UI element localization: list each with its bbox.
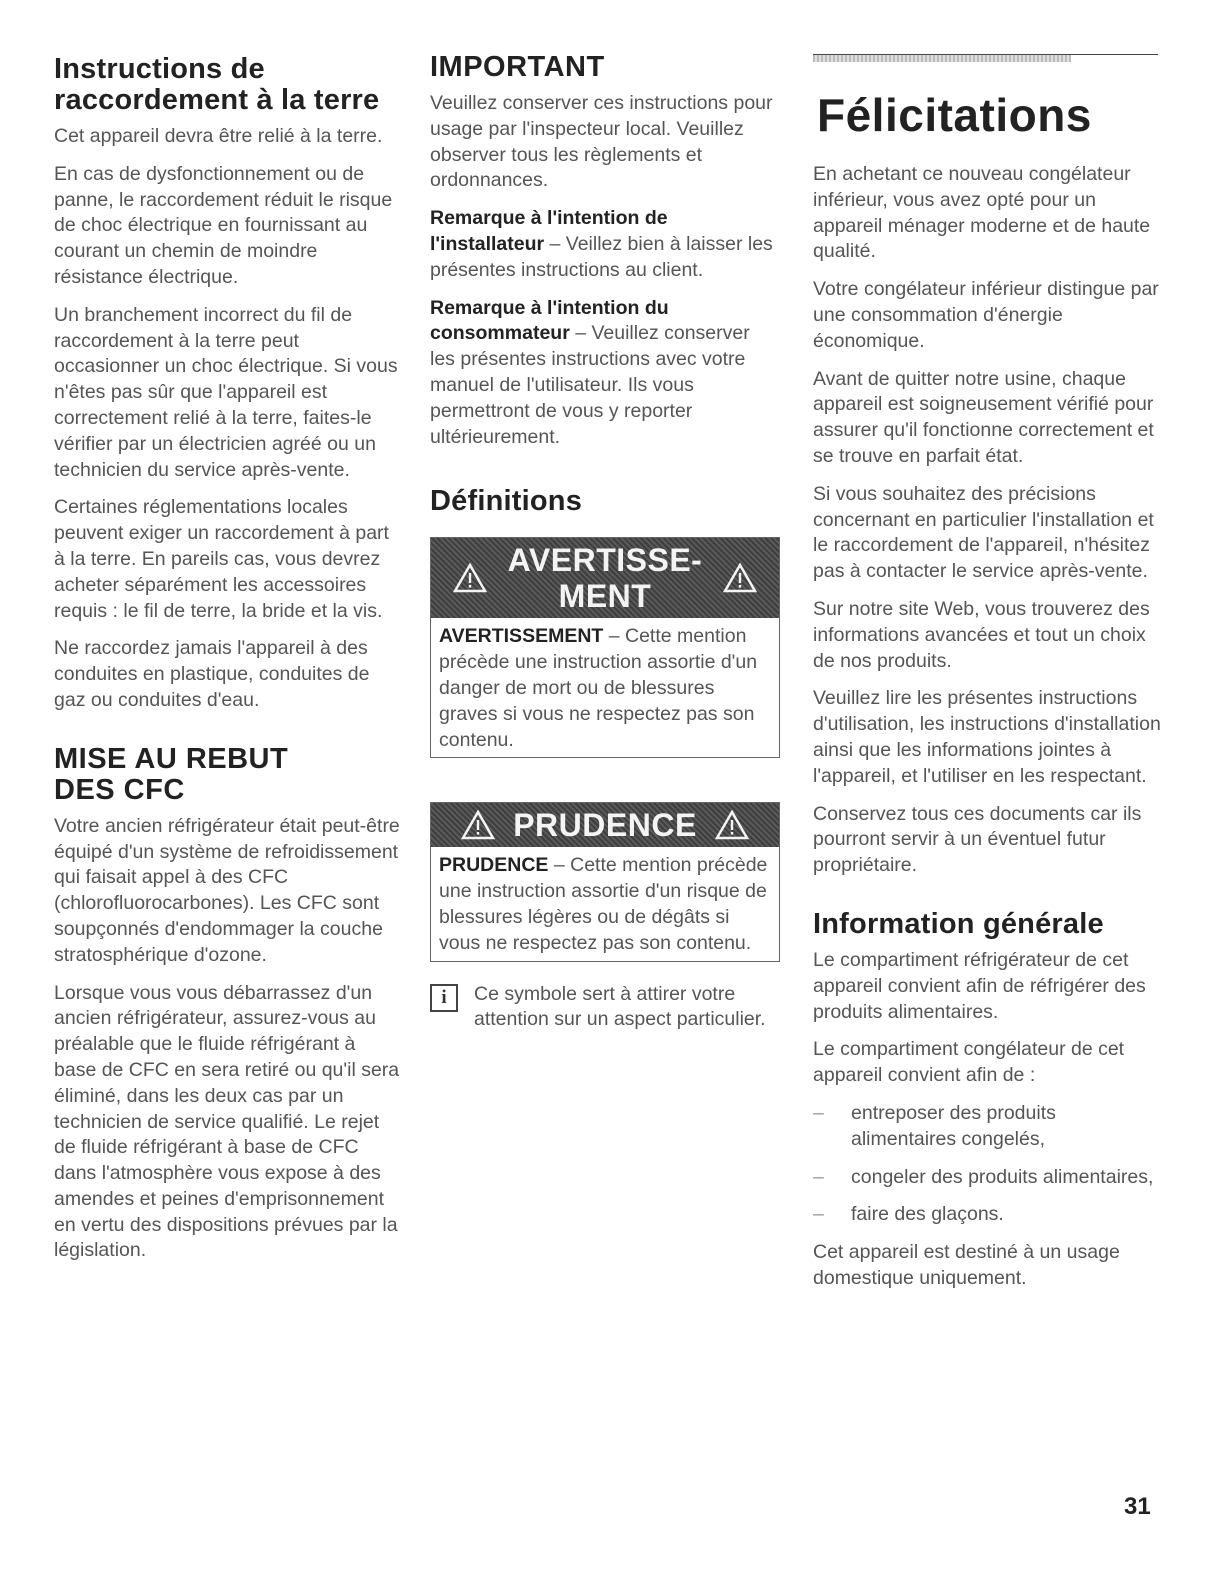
heading-cfc-disposal: MISE AU REBUT DES CFC [54,742,289,806]
info-note [430,982,780,1034]
usage-list [813,1101,1163,1228]
list-item: – entreposer des produits alimentaires congelés, [813,1101,1163,1153]
heading-definitions: Définitions [430,485,583,518]
heading-felicitations: Félicitations [817,89,1092,141]
paragraph: Sur notre site Web, vous trouverez des informations avancées et tout un choix de nos produits. [813,597,1150,672]
caution-header [431,803,779,847]
paragraph: Votre ancien réfrigérateur était peut-être équipé d'un système de refroidissement qui faisait appel à des CFC (chlorofluorocarbones). Les CFC sont soupçonnés d'endommager la couche stratosphérique d'ozone. [54,814,400,966]
warning-header [431,538,779,618]
column-right [813,48,1163,1304]
caution-triangle-icon [461,810,495,840]
note-installer [430,206,780,283]
paragraph: En cas de dysfonctionnement ou de panne, le raccordement réduit le risque de choc électrique en fournissant au courant un chemin de moindre résistance électrique. [54,162,393,288]
warning-text: – Cette mention précède une instruction assortie d'un danger de mort ou de blessures graves si vous ne respectez pas son contenu. [439,625,758,751]
warning-triangle-icon [453,563,487,593]
note-consumer-text: – Veuillez conserver les présentes instructions avec votre manuel de l'utilisateur. Ils vous permettront de vous y reporter ultérieurement. [430,322,750,448]
caution-label: PRUDENCE [439,854,549,877]
note-consumer-label: Remarque à l'intention du consommateur [430,296,669,345]
caution-triangle-icon [715,810,749,840]
list-item: – congeler des produits alimentaires, [813,1165,1163,1191]
paragraph: Si vous souhaitez des précisions concernant en particulier l'installation et le raccordement de l'appareil, n'hésitez pas à contacter le service après-vente. [813,482,1154,583]
paragraph: Le compartiment réfrigérateur de cet appareil convient afin de réfrigérer des produits alimentaires. [813,948,1146,1023]
paragraph: Veuillez lire les présentes instructions d'utilisation, les instructions d'installation ainsi que les informations jointes à l'appareil, et l'utiliser en les respectant. [813,687,1161,787]
heading-important: IMPORTANT [430,51,605,83]
column-left [54,48,402,1276]
paragraph: Lorsque vous vous débarrassez d'un ancien réfrigérateur, assurez-vous au préalable que le fluide réfrigérant à base de CFC en sera retiré ou qu'il sera éliminé, dans les deux cas par un technicien de service qualifié. Le rejet de fluide réfrigérant à base de CFC dans l'atmosphère vous expose à des amendes et peines d'emprisonnement en vertu des dispositions prévues par la législation. [54,981,400,1262]
page-number: 31 [1124,1493,1151,1520]
warning-title: AVERTISSE- MENT [507,542,703,615]
warning-label: AVERTISSEMENT [439,625,604,648]
caution-text: – Cette mention précède une instruction assortie d'un risque de blessures légères ou de dégâts si vous ne respectez pas son contenu. [439,854,768,954]
paragraph: Cet appareil devra être relié à la terre. [54,125,383,147]
note-installer-label: Remarque à l'intention de l'installateur [430,207,668,255]
caution-title: PRUDENCE [513,807,697,844]
note-installer-text: – Veillez bien à laisser les présentes instructions au client. [430,232,773,281]
paragraph: En achetant ce nouveau congélateur inférieur, vous avez opté pour un appareil ménager moderne et de haute qualité. [813,163,1151,263]
warning-body [431,618,779,757]
paragraph: Votre congélateur inférieur distingue par une consommation d'énergie économique. [813,278,1159,352]
warning-box [430,537,780,758]
column-middle [430,48,780,1045]
caution-box [430,802,780,961]
paragraph: Avant de quitter notre usine, chaque appareil est soigneusement vérifié pour assurer qu'il fonctionne correctement et se trouve en parfait état. [813,367,1154,467]
paragraph: Cet appareil est destiné à un usage domestique uniquement. [813,1241,1120,1289]
heading-ground-instructions: Instructions de raccordement à la terre [54,53,380,116]
info-icon: i [430,984,458,1012]
info-text: Ce symbole sert à attirer votre attention sur un aspect particulier. [474,982,766,1031]
paragraph: Un branchement incorrect du fil de raccordement à la terre peut occasionner un choc électrique. Si vous n'êtes pas sûr que l'appareil est correctement relié à la terre, faites-le vérifier par un électricien agréé ou un technicien du service après-vente. [54,303,398,481]
note-consumer [430,296,780,451]
warning-triangle-icon [723,563,757,593]
caution-body [431,847,779,960]
paragraph: Le compartiment congélateur de cet appareil convient afin de : [813,1038,1125,1087]
paragraph: Conservez tous ces documents car ils pourront servir à un éventuel futur propriétaire. [813,802,1142,877]
list-item: – faire des glaçons. [813,1202,1163,1228]
paragraph: Certaines réglementations locales peuvent exiger un raccordement à part à la terre. En pareils cas, vous devrez acheter séparément les accessoires requis : le fil de terre, la bride et la vis. [54,496,389,622]
heading-general-information: Information générale [813,907,1104,940]
paragraph: Ne raccordez jamais l'appareil à des conduites en plastique, conduites de gaz ou conduites d'eau. [54,637,370,711]
paragraph: Veuillez conserver ces instructions pour usage par l'inspecteur local. Veuillez observer tous les règlements et ordonnances. [430,92,773,192]
